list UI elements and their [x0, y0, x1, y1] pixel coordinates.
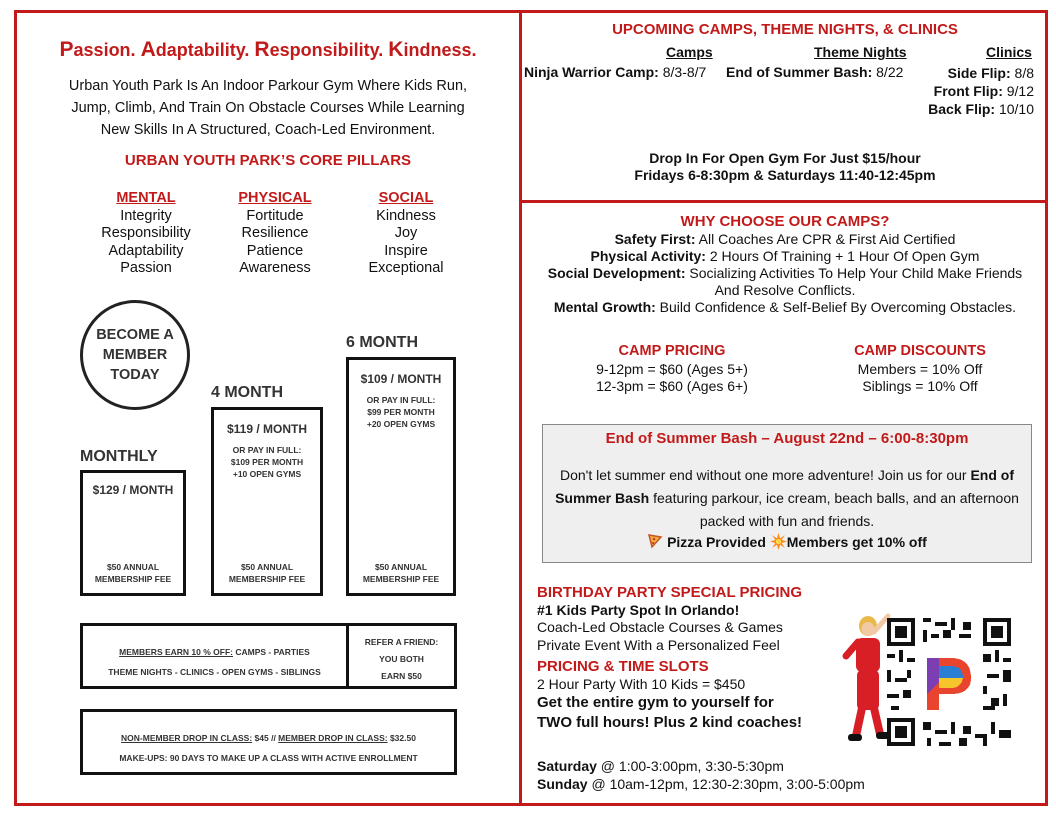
camp-discount-line: Siblings = 10% Off [862, 378, 978, 394]
nonmember-dropin-label: NON-MEMBER DROP IN CLASS: [121, 733, 253, 743]
plan-card-6-month [346, 357, 456, 596]
plan-note [214, 444, 320, 480]
member-perks-box [80, 623, 457, 689]
slot-times: @ 10am-12pm, 12:30-2:30pm, 3:00-5:00pm [587, 775, 865, 792]
nonmember-dropin-value: $45 // [252, 733, 279, 743]
members-discount: Members get 10% off [786, 534, 927, 550]
badge-line: TODAY [110, 367, 160, 383]
members-earn-line2: THEME NIGHTS - CLINICS - OPEN GYMS - SIBLINGS [108, 667, 321, 677]
note-line: +10 OPEN GYMS [232, 469, 302, 479]
motto-word: indness. [403, 40, 477, 60]
why-item [530, 299, 1040, 316]
clinic-list [928, 64, 1034, 118]
plan-price: $109 / MONTH [360, 372, 442, 386]
pillar-item: Exceptional [368, 260, 444, 276]
header-theme-nights: Theme Nights [814, 44, 907, 60]
pricing-title: PRICING & TIME SLOTS [537, 658, 709, 675]
theme-night-date: 8/22 [872, 64, 904, 80]
pillar-column-physical [205, 190, 345, 278]
note-line: $109 PER MONTH [230, 457, 304, 467]
slot-day: Saturday [537, 758, 597, 774]
slot-day: Sunday [537, 775, 588, 792]
why-item [530, 265, 1040, 299]
why-list [530, 231, 1040, 316]
pillar-item: Patience [246, 242, 304, 259]
motto-initial: A [140, 38, 156, 61]
birthday-line: Coach-Led Obstacle Courses & Games [537, 619, 783, 635]
birthday-line: Private Event With a Personalized Feel [537, 636, 780, 653]
members-earn-value: CAMPS - PARTIES [233, 647, 310, 657]
pillar-column-social [336, 190, 476, 278]
pillar-item: Fortitude [246, 207, 304, 224]
plan-fee [214, 561, 320, 585]
note-line: OR PAY IN FULL: [366, 395, 436, 405]
pillar-item: Responsibility [101, 225, 191, 241]
motto-word: esponsibility. [269, 40, 389, 60]
fee-line: $50 ANNUAL [374, 562, 428, 572]
pillar-heading: MENTAL [116, 190, 176, 206]
slot-times: @ 1:00-3:00pm, 3:30-5:30pm [596, 758, 784, 774]
plan-note [349, 394, 453, 430]
dropin-price: Drop In For Open Gym For Just $15/hour [649, 150, 921, 166]
drop-in-pricing-box [80, 709, 457, 775]
qr-code[interactable] [887, 618, 1011, 746]
theme-night-entry [726, 64, 903, 80]
camp-discount-line: Members = 10% Off [857, 360, 983, 377]
pillar-item: Inspire [384, 242, 428, 259]
motto-initial: R [254, 38, 270, 61]
bash-body [549, 464, 1025, 533]
party-price: 2 Hour Party With 10 Kids = $450 [537, 675, 746, 692]
pillar-item: Adaptability [108, 242, 184, 259]
pillar-item: Resilience [241, 225, 309, 241]
theme-night-label: End of Summer Bash: [726, 64, 873, 80]
pillar-heading: SOCIAL [378, 190, 434, 206]
pizza-icon [647, 533, 663, 549]
header-clinics: Clinics [986, 44, 1032, 60]
why-label: Physical Activity: [590, 248, 706, 264]
pillar-item: Integrity [120, 207, 172, 224]
plan-card-monthly [80, 470, 186, 596]
intro-text: Urban Youth Park Is An Indoor Parkour Gym Where Kids Run, Jump, Climb, And Train On Obstacle Courses While Learning New Skills In A Structured, Coach-Led Environment. [68, 78, 468, 138]
clinic-date: 8/8 [1010, 65, 1034, 81]
party-time-slots [537, 758, 865, 793]
bash-text: featuring parkour, ice cream, beach balls, and an afternoon packed with fun and friends. [649, 490, 1019, 529]
badge-line: MEMBER [102, 347, 168, 363]
refer-line: REFER A FRIEND: [364, 637, 439, 647]
fee-line: MEMBERSHIP FEE [362, 574, 440, 584]
bash-title: End of Summer Bash – August 22nd – 6:00-8:30pm [605, 430, 969, 447]
motto-initial: K [388, 38, 404, 61]
why-label: Safety First: [614, 231, 696, 247]
upcoming-title: UPCOMING CAMPS, THEME NIGHTS, & CLINICS [612, 21, 958, 38]
dropin-hours: Fridays 6-8:30pm & Saturdays 11:40-12:45pm [634, 167, 936, 183]
why-item [530, 231, 1040, 248]
bash-event-name: End of Summer Bash [555, 467, 1014, 506]
fee-line: MEMBERSHIP FEE [94, 574, 172, 584]
plan-price: $129 / MONTH [92, 483, 174, 497]
camp-discounts-title: CAMP DISCOUNTS [854, 343, 986, 359]
fee-line: $50 ANNUAL [240, 562, 294, 572]
why-item [530, 248, 1040, 265]
pillar-item: Joy [394, 225, 418, 241]
refer-line: YOU BOTH [379, 654, 424, 664]
bash-text: Don't let summer end without one more adventure! Join us for our [560, 467, 971, 483]
pillars-title: URBAN YOUTH PARK’S CORE PILLARS [124, 152, 412, 169]
members-earn [83, 626, 349, 686]
why-text: Socializing Activities To Help Your Child Make Friends And Resolve Conflicts. [685, 265, 1023, 298]
clinic-entry [928, 64, 1034, 82]
badge-line: BECOME A [96, 327, 174, 343]
party-promo: TWO full hours! Plus 2 kind coaches! [537, 714, 803, 731]
why-label: Mental Growth: [553, 299, 656, 315]
pillar-heading: PHYSICAL [238, 190, 312, 206]
pillar-item: Kindness [376, 207, 436, 224]
slot-sunday [537, 776, 865, 794]
clinic-label: Side Flip: [947, 65, 1011, 81]
pillar-item: Awareness [239, 260, 311, 276]
birthday-section [537, 584, 802, 733]
plan-title-4-month: 4 MONTH [211, 384, 283, 401]
birthday-tagline: #1 Kids Party Spot In Orlando! [537, 601, 740, 618]
camp-label: Ninja Warrior Camp: [524, 64, 659, 80]
open-gym-dropin [522, 150, 1048, 184]
camp-date: 8/3-8/7 [658, 64, 707, 80]
why-text: 2 Hours Of Training + 1 Hour Of Open Gym [705, 248, 980, 264]
why-title: WHY CHOOSE OUR CAMPS? [680, 213, 890, 230]
refer-a-friend [349, 626, 454, 686]
plan-title-monthly: MONTHLY [80, 448, 158, 465]
members-earn-label: MEMBERS EARN 10 % OFF: [119, 647, 233, 657]
motto-initial: P [59, 38, 74, 61]
member-dropin-value: $32.50 [387, 733, 416, 743]
clinic-date: 10/10 [995, 101, 1034, 117]
clinic-label: Front Flip: [933, 83, 1003, 99]
header-camps: Camps [666, 44, 713, 60]
plan-price: $119 / MONTH [226, 422, 308, 436]
note-line: OR PAY IN FULL: [232, 445, 302, 455]
pizza-provided: Pizza Provided [667, 534, 766, 550]
vertical-divider [519, 10, 522, 806]
note-line: $99 PER MONTH [367, 407, 435, 417]
clinic-date: 9/12 [1002, 83, 1034, 99]
plan-fee [349, 561, 453, 585]
fee-line: $50 ANNUAL [106, 562, 160, 572]
clinic-label: Back Flip: [928, 101, 996, 117]
clinic-entry [928, 82, 1034, 100]
burst-icon [770, 533, 787, 550]
note-line: +20 OPEN GYMS [366, 419, 436, 429]
why-text: Build Confidence & Self-Belief By Overcoming Obstacles. [655, 299, 1017, 315]
motto [22, 38, 514, 62]
birthday-title: BIRTHDAY PARTY SPECIAL PRICING [537, 584, 803, 601]
slot-saturday [537, 758, 865, 776]
fee-line: MEMBERSHIP FEE [228, 574, 306, 584]
motto-word: assion. [73, 40, 141, 60]
motto-word: daptability. [155, 40, 255, 60]
pillar-column-mental [76, 190, 216, 278]
why-text: All Coaches Are CPR & First Aid Certified [695, 231, 956, 247]
become-member-badge [80, 300, 190, 410]
camp-entry [524, 64, 706, 80]
camp-pricing-line: 9-12pm = $60 (Ages 5+) [596, 360, 748, 377]
plan-fee [83, 561, 183, 585]
member-dropin-label: MEMBER DROP IN CLASS: [278, 733, 388, 743]
clinic-entry [928, 100, 1034, 118]
why-label: Social Development: [547, 265, 686, 281]
summer-bash-box [542, 424, 1032, 563]
refer-line: EARN $50 [381, 671, 422, 681]
plan-card-4-month [211, 407, 323, 596]
party-promo: Get the entire gym to yourself for [537, 694, 774, 711]
horizontal-divider [521, 200, 1048, 203]
plan-title-6-month: 6 MONTH [346, 334, 418, 351]
pillar-item: Passion [120, 260, 172, 276]
camp-pricing-title: CAMP PRICING [618, 343, 726, 359]
bash-footer [543, 533, 1031, 550]
camp-pricing [562, 343, 782, 396]
camp-discounts [810, 343, 1030, 396]
camp-pricing-line: 12-3pm = $60 (Ages 6+) [596, 378, 748, 394]
makeups-policy: MAKE-UPS: 90 DAYS TO MAKE UP A CLASS WITH ACTIVE ENROLLMENT [119, 753, 418, 763]
